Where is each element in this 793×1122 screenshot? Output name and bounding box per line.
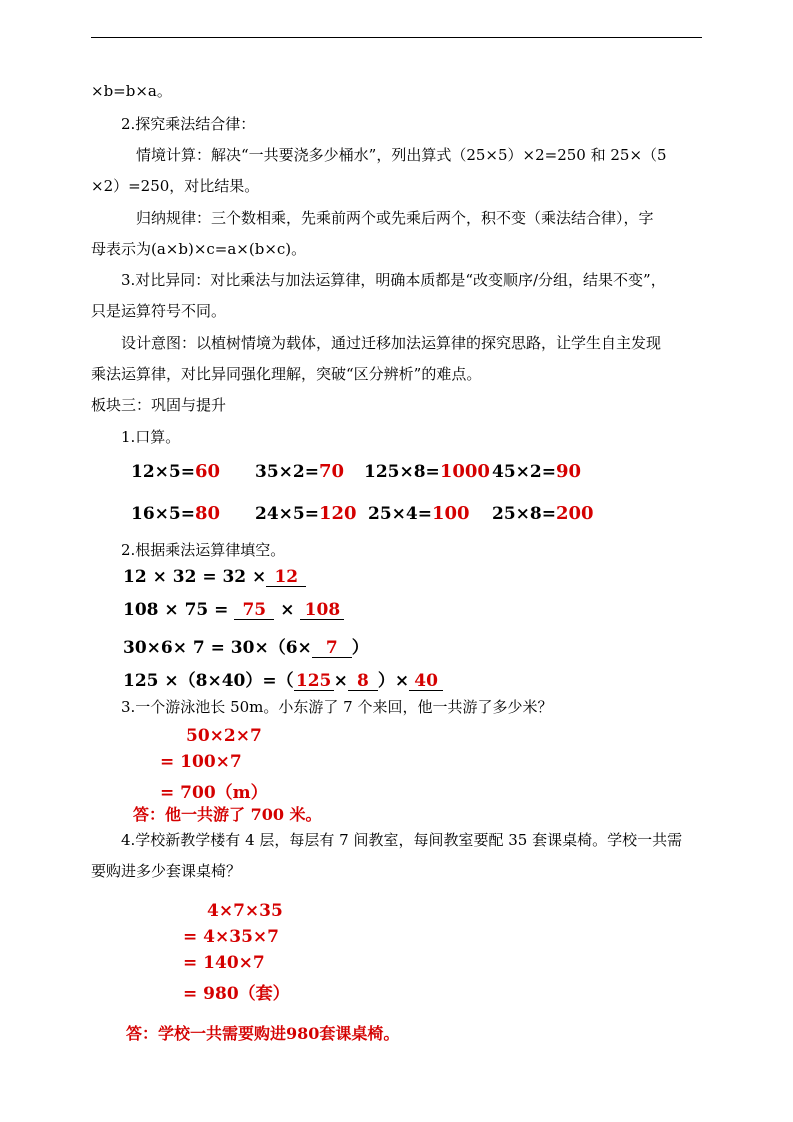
header-rule <box>91 37 702 38</box>
text-line: 设计意图：以植树情境为载体，通过迁移加法运算律的探究思路，让学生自主发现 <box>121 334 662 352</box>
oral-item: 16×5=80 <box>131 503 221 524</box>
question-heading: 1.口算。 <box>121 428 181 446</box>
text-line: 3.对比异同：对比乘法与加法运算律，明确本质都是“改变顺序/分组，结果不变”， <box>121 271 666 289</box>
section-heading: 板块三：巩固与提升 <box>91 396 227 414</box>
oral-item: 24×5=120 <box>255 503 357 524</box>
fill-row: 108 × 75 = 75 × 108 <box>123 600 344 620</box>
oral-item: 25×4=100 <box>368 503 470 524</box>
answer-text: 答：他一共游了 700 米。 <box>133 805 322 824</box>
answer-text: 答：学校一共需要购进980套课桌椅。 <box>126 1024 400 1043</box>
solution-step: = 140×7 <box>183 953 265 973</box>
oral-item: 25×8=200 <box>492 503 594 524</box>
solution-step: = 100×7 <box>160 752 242 772</box>
oral-item: 12×5=60 <box>131 461 221 482</box>
text-line: 只是运算符号不同。 <box>91 302 227 320</box>
question-text: 4.学校新教学楼有 4 层，每层有 7 间教室，每间教室要配 35 套课桌椅。学校一共需 <box>121 831 683 849</box>
oral-item: 35×2=70 <box>255 461 345 482</box>
text-line: ×b=b×a。 <box>91 82 172 100</box>
fill-blank: 7 <box>312 639 352 658</box>
fill-blank: 12 <box>266 568 306 587</box>
solution-step: 50×2×7 <box>186 726 262 746</box>
question-text: 3.一个游泳池长 50m。小东游了 7 个来回，他一共游了多少米？ <box>121 698 553 716</box>
solution-step: 4×7×35 <box>207 901 283 921</box>
text-line: 归纳规律：三个数相乘，先乘前两个或先乘后两个，积不变（乘法结合律），字 <box>136 209 654 227</box>
fill-blank: 40 <box>409 672 443 691</box>
fill-row: 125 ×（8×40）=（ 125 × 8 ）× 40 <box>123 666 443 691</box>
solution-step: = 700（m） <box>160 783 268 803</box>
fill-row: 12 × 32 = 32 × 12 <box>123 567 306 587</box>
oral-item: 45×2=90 <box>492 461 582 482</box>
question-heading: 2.根据乘法运算律填空。 <box>121 541 286 559</box>
section-heading: 2.探究乘法结合律： <box>121 115 256 133</box>
text-line: 母表示为(a×b)×c=a×(b×c)。 <box>91 240 307 258</box>
fill-blank: 8 <box>348 672 378 691</box>
fill-blank: 75 <box>234 601 274 620</box>
oral-item: 125×8=1000 <box>364 461 490 482</box>
fill-blank: 125 <box>294 672 334 691</box>
text-line: ×2）=250，对比结果。 <box>91 177 260 195</box>
solution-step: = 980（套） <box>183 984 290 1004</box>
fill-blank: 108 <box>300 601 344 620</box>
text-line: 情境计算：解决“一共要浇多少桶水”，列出算式（25×5）×2=250 和 25×（5 <box>136 146 667 164</box>
solution-step: = 4×35×7 <box>183 927 279 947</box>
fill-row: 30×6× 7 = 30×（6× 7 ） <box>123 638 369 658</box>
text-line: 乘法运算律，对比异同强化理解，突破“区分辨析”的难点。 <box>91 365 482 383</box>
question-text: 要购进多少套课桌椅？ <box>91 862 242 880</box>
